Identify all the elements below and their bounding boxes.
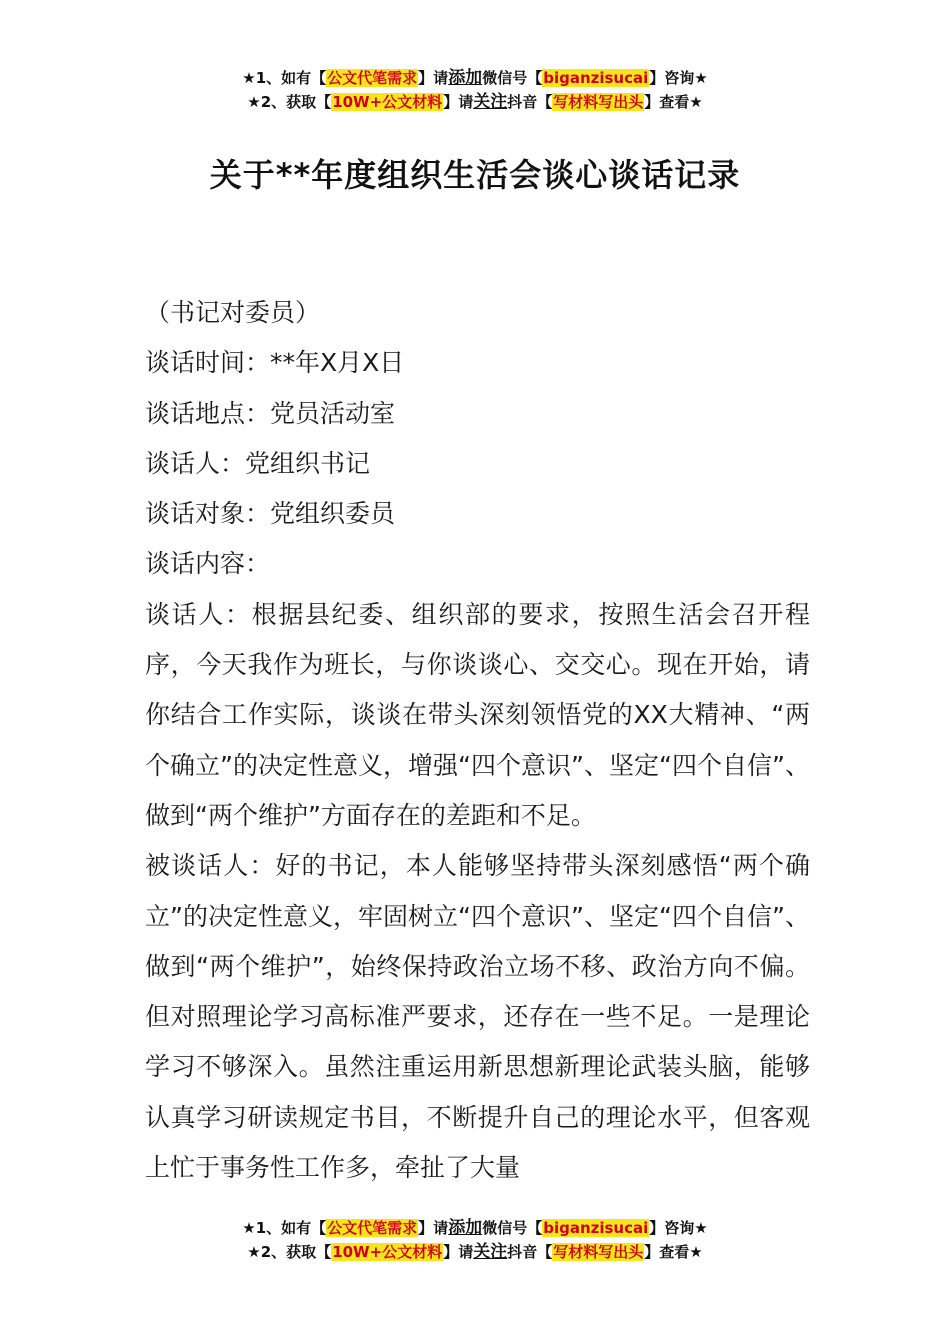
banner-text: 】查看★: [644, 1243, 703, 1261]
banner-highlight-douyin: 写材料写出头: [553, 93, 644, 111]
banner-emphasis: 关注: [473, 92, 508, 112]
banner-emphasis: 添加: [448, 1218, 483, 1238]
banner-text: 】请: [443, 1243, 474, 1261]
banner-text: ★1、如有【: [242, 1219, 327, 1237]
banner-highlight-service: 公文代笔需求: [327, 69, 418, 87]
banner-highlight-materials: 10W+公文材料: [332, 93, 443, 111]
meeting-time: 谈话时间：**年X月X日: [145, 348, 405, 378]
banner-line-2: [0, 90, 950, 114]
meeting-location: 谈话地点：党员活动室: [145, 398, 396, 428]
header-ad-banner: [0, 66, 950, 114]
banner-highlight-materials: 10W+公文材料: [332, 1243, 443, 1261]
banner-text: ★2、获取【: [247, 1243, 332, 1261]
banner-line-1: [0, 66, 950, 90]
banner-highlight-wechat: biganzisucai: [543, 69, 649, 87]
document-title: 关于**年度组织生活会谈心谈话记录: [209, 156, 741, 194]
banner-text: 】咨询★: [649, 1219, 708, 1237]
interviewer: 谈话人：党组织书记: [145, 448, 371, 478]
banner-text: ★2、获取【: [247, 93, 332, 111]
content-heading: 谈话内容：: [145, 549, 271, 579]
banner-emphasis: 关注: [473, 1242, 508, 1262]
banner-text: 】查看★: [644, 93, 703, 111]
banner-text: 抖音【: [507, 1243, 553, 1261]
interviewer-statement: 谈话人：根据县纪委、组织部的要求，按照生活会召开程序，今天我作为班长，与你谈谈心、交交心。现在开始，请你结合工作实际，谈谈在带头深刻领悟党的XX大精神、“两个确立”的决定性意义，增强“四个意识”、坚定“四个自信”、做到“两个维护”方面存在的差距和不足。: [145, 599, 810, 830]
subtitle-paragraph: （书记对委员）: [145, 298, 321, 327]
banner-emphasis: 添加: [448, 68, 483, 88]
banner-text: 】请: [418, 69, 449, 87]
banner-text: 】请: [443, 93, 474, 111]
banner-highlight-service: 公文代笔需求: [327, 1219, 418, 1237]
document-body: [145, 288, 810, 1193]
banner-text: 】请: [418, 1219, 449, 1237]
banner-text: 微信号【: [482, 69, 543, 87]
interviewee-statement: 被谈话人：好的书记，本人能够坚持带头深刻感悟“两个确立”的决定性意义，牢固树立“四个意识”、坚定“四个自信”、做到“两个维护”，始终保持政治立场不移、政治方向不偏。但对照理论学习高标准严要求，还存在一些不足。一是理论学习不够深入。虽然注重运用新思想新理论武装头脑，能够认真学习研读规定书目，不断提升自己的理论水平，但客观上忙于事务性工作多，牵扯了大量: [145, 851, 810, 1183]
banner-text: 抖音【: [507, 93, 553, 111]
banner-text: ★1、如有【: [242, 69, 327, 87]
banner-highlight-wechat: biganzisucai: [543, 1219, 649, 1237]
banner-line-2: [0, 1240, 950, 1264]
interviewee: 谈话对象：党组织委员: [145, 499, 396, 529]
banner-text: 微信号【: [482, 1219, 543, 1237]
footer-ad-banner: [0, 1216, 950, 1264]
banner-line-1: [0, 1216, 950, 1240]
banner-text: 】咨询★: [649, 69, 708, 87]
banner-highlight-douyin: 写材料写出头: [553, 1243, 644, 1261]
